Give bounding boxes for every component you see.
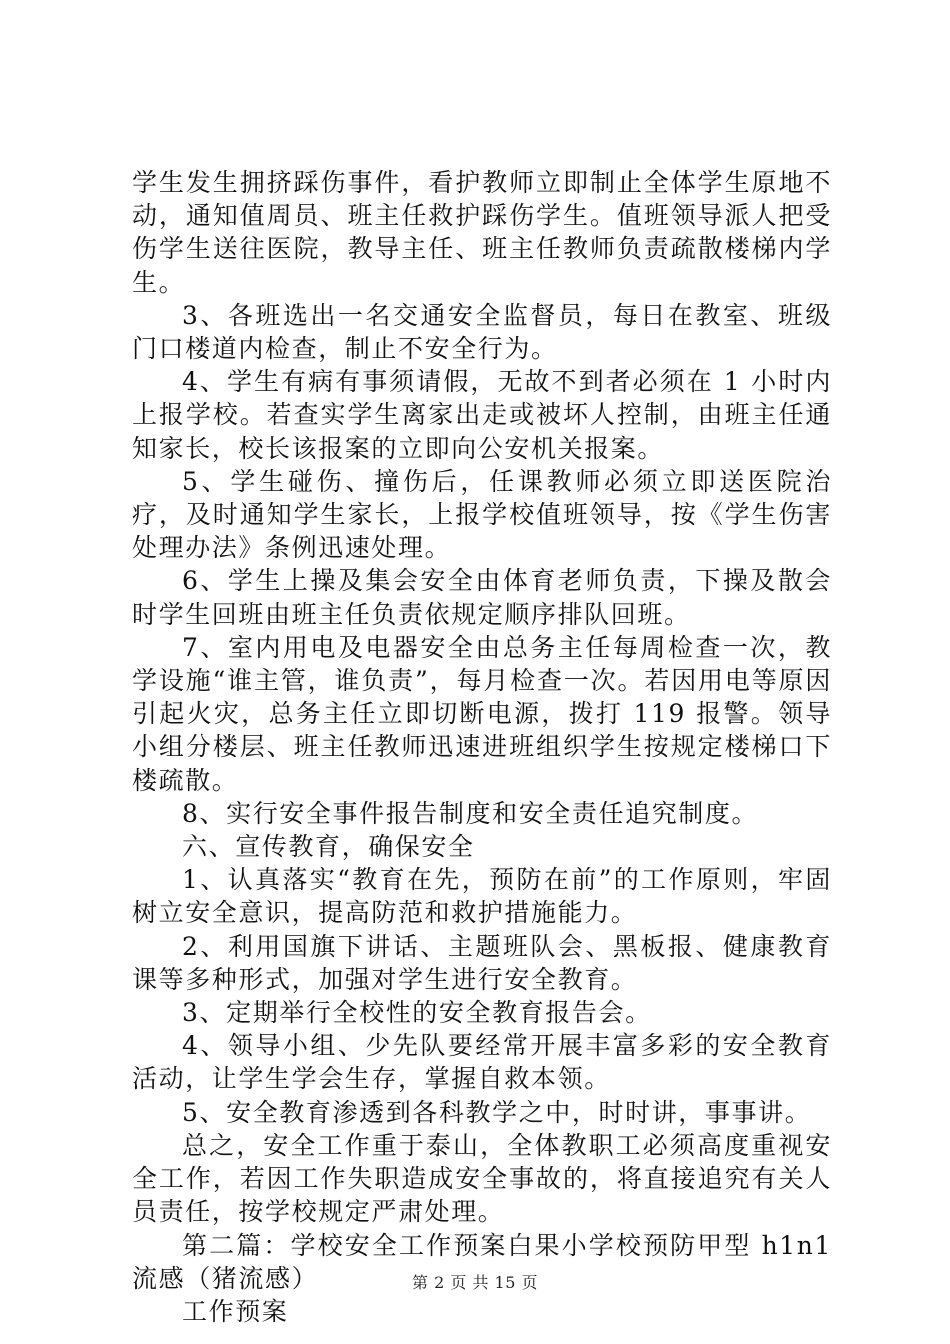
paragraph-8: 1、认真落实“教育在先，预防在前”的工作原则，牢固树立安全意识，提高防范和救护措施能力。 [132,865,832,928]
section-heading: 六、宣传教育，确保安全 [182,832,475,862]
paragraph-9: 2、利用国旗下讲话、主题班队会、黑板报、健康教育课等多种形式，加强对学生进行安全教育。 [132,931,832,994]
paragraph-7: 8、实行安全事件报告制度和安全责任追究制度。 [182,798,759,828]
conclusion-paragraph: 总之，安全工作重于泰山，全体教职工必须高度重视安全工作，若因工作失职造成安全事故的，将直接追究有关人员责任，按学校规定严肃处理。 [132,1130,832,1227]
chapter-title: 第二篇：学校安全工作预案白果小学校预防甲型 h1n1 流感（猪流感） [132,1230,832,1293]
paragraph-4: 5、学生碰伤、撞伤后，任课教师必须立即送医院治疗，及时通知学生家长，上报学校值班领导，按《学生伤害处理办法》条例迅速处理。 [132,466,832,563]
paragraph-1: 学生发生拥挤踩伤事件，看护教师立即制止全体学生原地不动，通知值周员、班主任救护踩伤学生。值班领导派人把受伤学生送往医院，教导主任、班主任教师负责疏散楼梯内学生。 [132,168,832,297]
paragraph-10: 3、定期举行全校性的安全教育报告会。 [182,998,652,1028]
paragraph-11: 4、领导小组、少先队要经常开展丰富多彩的安全教育活动，让学生学会生存，掌握自救本领。 [132,1031,832,1094]
paragraph-3: 4、学生有病有事须请假，无故不到者必须在 1 小时内上报学校。若查实学生离家出走或被坏人控制，由班主任通知家长，校长该报案的立即向公安机关报案。 [132,367,832,463]
paragraph-2: 3、各班选出一名交通安全监督员，每日在教室、班级门口楼道内检查，制止不安全行为。 [132,300,832,364]
paragraph-6: 7、室内用电及电器安全由总务主任每周检查一次，教学设施“谁主管，谁负责”，每月检查一次。若因用电等原因引起火灾，总务主任立即切断电源，拨打 119 报警。领导小组分楼层、班主任教师迅速进班组织学生按规定楼梯口下楼疏散。 [132,632,832,795]
page-number-footer: 第 2 页 共 15 页 [412,1273,538,1292]
chapter-subtitle: 工作预案 [182,1296,289,1326]
paragraph-12: 5、安全教育渗透到各科教学之中，时时讲，事事讲。 [182,1097,812,1127]
paragraph-5: 6、学生上操及集会安全由体育老师负责，下操及散会时学生回班由班主任负责依规定顺序排队回班。 [132,566,832,629]
document-body [132,166,832,1328]
